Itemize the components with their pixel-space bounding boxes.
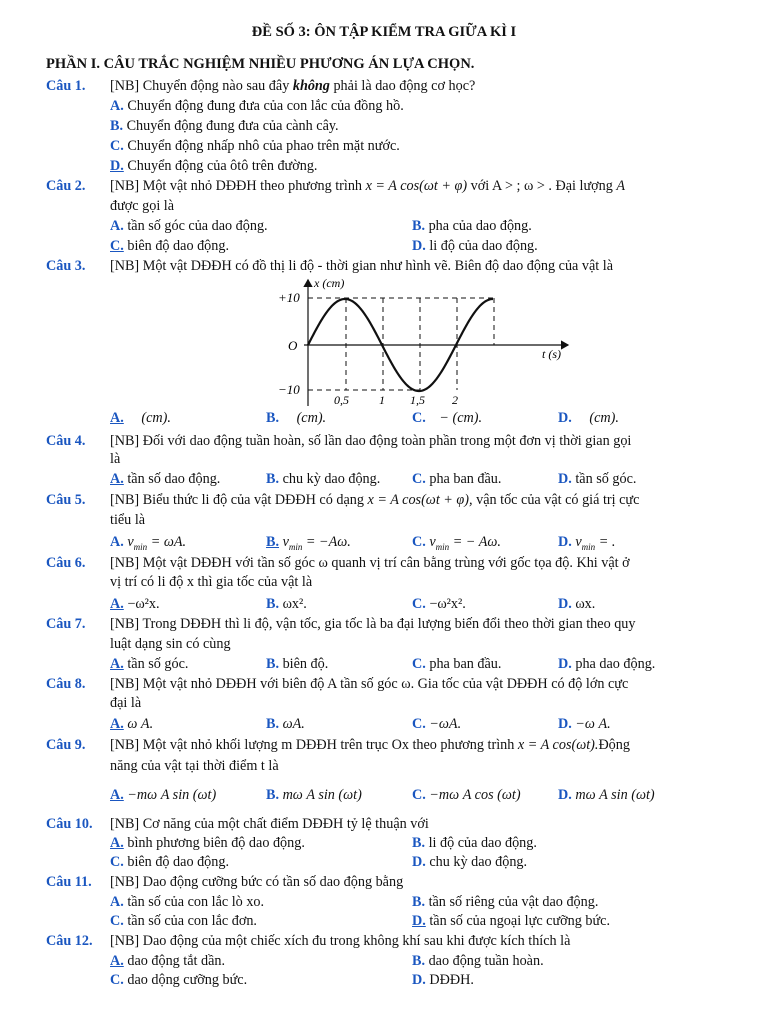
question-text: phải là dao động cơ học? <box>329 78 476 94</box>
option-label: D. <box>412 972 426 988</box>
option-label: A. <box>110 410 124 426</box>
question-text-cont: năng của vật tại thời điểm t là <box>110 758 279 774</box>
question-number: Câu 12. <box>46 933 93 949</box>
question-text-cont: là <box>110 451 121 467</box>
option-c[interactable]: −ωA. <box>429 716 462 732</box>
question-text: [NB] Đối với dao động tuần hoàn, số lần dao động toàn phần trong một đơn vị thời gian gọi <box>110 433 632 449</box>
option-a[interactable]: ω A. <box>127 716 154 732</box>
option-a[interactable]: Chuyển động đung đưa của con lắc của đồng hồ. <box>127 98 404 114</box>
option-b[interactable]: pha của dao động. <box>428 218 532 234</box>
option-b[interactable]: ωA. <box>282 716 305 732</box>
question-12 <box>46 931 746 951</box>
option-label: A. <box>110 534 124 550</box>
question-text: [NB] Chuyển động nào sau đây <box>110 78 293 94</box>
page-title: ĐỀ SỐ 3: ÔN TẬP KIỂM TRA GIỮA KÌ I <box>251 24 517 40</box>
option-row <box>46 156 746 176</box>
option-label: B. <box>412 894 426 910</box>
question-number: Câu 8. <box>46 676 86 692</box>
option-d[interactable]: tần số của ngoại lực cưỡng bức. <box>429 913 611 929</box>
equation: x = A cos(ωt + φ) <box>365 178 468 194</box>
question-1 <box>46 76 746 96</box>
y-tick-bottom: −10 <box>278 382 300 397</box>
question-text-cont: tiểu là <box>110 512 146 528</box>
question-text: [NB] Biểu thức li độ của vật DĐĐH có dạng <box>110 492 364 508</box>
option-d[interactable]: −ω A. <box>575 716 611 732</box>
x-tick: 1,5 <box>410 393 425 407</box>
option-row <box>46 970 746 990</box>
question-4 <box>46 431 746 451</box>
question-10 <box>46 814 746 834</box>
option-a[interactable]: $v_{min} = \omega A$. <box>127 534 187 552</box>
option-a[interactable]: bình phương biên độ dao động. <box>127 835 305 851</box>
option-row <box>46 594 746 614</box>
option-label: C. <box>412 471 426 487</box>
question-5 <box>46 490 746 510</box>
option-label: A. <box>110 218 124 234</box>
option-label: C. <box>412 787 426 803</box>
option-b[interactable]: Chuyển động đung đưa của cành cây. <box>126 118 339 134</box>
variable: A <box>616 178 626 194</box>
option-row <box>46 714 746 734</box>
option-b[interactable]: li độ của dao động. <box>428 835 537 851</box>
option-b[interactable]: tần số riêng của vật dao động. <box>428 894 599 910</box>
option-row <box>46 136 746 156</box>
option-label: D. <box>110 158 124 174</box>
option-b[interactable]: dao động tuần hoàn. <box>428 953 544 969</box>
option-label: C. <box>412 656 426 672</box>
option-label: D. <box>558 656 572 672</box>
option-label: D. <box>558 534 572 550</box>
option-label: D. <box>558 410 572 426</box>
option-row <box>46 116 746 136</box>
condition-text: với A > ; ω > . Đại lượng <box>470 178 613 194</box>
option-row <box>46 892 746 912</box>
option-label: C. <box>412 596 426 612</box>
option-c[interactable]: − (cm). <box>439 410 483 426</box>
option-row <box>46 216 746 236</box>
origin-label: O <box>288 338 298 353</box>
option-label: B. <box>412 835 426 851</box>
question-number: Câu 10. <box>46 816 93 832</box>
option-c[interactable]: $v_{min}$ = − Aω. <box>429 534 501 552</box>
question-text: [NB] Trong DĐĐH thì li độ, vận tốc, gia tốc là ba đại lượng biến đổi theo thời gian theo quy <box>110 616 636 632</box>
question-text: [NB] Một vật DĐĐH có đồ thị li độ - thời gian như hình vẽ. Biên độ dao động của vật là <box>110 258 614 274</box>
question-text: [NB] Một vật nhỏ DĐĐH theo phương trình <box>110 178 363 194</box>
option-c[interactable]: biên độ dao động. <box>127 238 230 254</box>
question-text: [NB] Dao động cưỡng bức có tần số dao động bằng <box>110 874 404 890</box>
option-a[interactable]: tần số góc. <box>127 656 189 672</box>
option-label: C. <box>110 913 124 929</box>
question-text-cont: luật dạng sin có cùng <box>110 636 231 652</box>
option-label: D. <box>412 854 426 870</box>
option-a[interactable]: (cm). <box>141 410 171 426</box>
option-label: B. <box>266 787 280 803</box>
question-number: Câu 1. <box>46 78 86 94</box>
option-label: D. <box>412 913 426 929</box>
option-a[interactable]: tần số của con lắc lò xo. <box>127 894 265 910</box>
y-axis-label: x (cm) <box>314 276 345 290</box>
option-label: A. <box>110 596 124 612</box>
section-heading: PHẦN I. CÂU TRẮC NGHIỆM NHIỀU PHƯƠNG ÁN LỰA CHỌN. <box>46 56 475 72</box>
option-b[interactable]: mω A sin (ωt) <box>282 787 362 803</box>
option-c[interactable]: Chuyển động nhấp nhô của phao trên mặt nước. <box>127 138 400 154</box>
option-label: B. <box>266 471 280 487</box>
option-label: A. <box>110 787 124 803</box>
option-label: D. <box>558 716 572 732</box>
option-d[interactable]: pha dao động. <box>575 656 656 672</box>
option-b[interactable]: chu kỳ dao động. <box>282 471 381 487</box>
x-tick: 2 <box>452 393 458 407</box>
option-row <box>46 236 746 256</box>
option-a[interactable]: −ω²x. <box>127 596 160 612</box>
option-label: A. <box>110 953 124 969</box>
option-row <box>46 785 746 805</box>
option-label: D. <box>412 238 426 254</box>
question-number: Câu 7. <box>46 616 86 632</box>
option-label: B. <box>412 218 426 234</box>
question-8 <box>46 674 746 694</box>
option-d[interactable]: DĐĐH. <box>429 972 474 988</box>
option-d[interactable]: $v_{min}$ = . <box>575 534 616 552</box>
x-axis-label: t (s) <box>542 347 561 361</box>
y-tick-top: +10 <box>278 290 300 305</box>
question-number: Câu 9. <box>46 737 86 753</box>
option-label: B. <box>412 953 426 969</box>
option-row <box>46 408 746 428</box>
option-label: C. <box>110 854 124 870</box>
question-number: Câu 6. <box>46 555 86 571</box>
option-label: D. <box>558 471 572 487</box>
option-label: B. <box>266 716 280 732</box>
option-row <box>46 532 746 552</box>
question-11 <box>46 872 746 892</box>
question-number: Câu 3. <box>46 258 86 274</box>
option-label: A. <box>110 716 124 732</box>
option-label: C. <box>110 238 124 254</box>
option-c[interactable]: dao dộng cưỡng bức. <box>127 972 248 988</box>
question-text: vận tốc của vật có giá trị cực <box>476 492 640 508</box>
option-b[interactable]: ωx². <box>282 596 307 612</box>
question-6 <box>46 553 746 573</box>
option-c[interactable]: −ω²x². <box>429 596 466 612</box>
option-a[interactable]: −mω A sin (ωt) <box>127 787 217 803</box>
question-text: Động <box>598 737 630 753</box>
question-text: [NB] Một vật DĐĐH với tần số góc ω quanh vị trí cân bằng trùng với gốc tọa độ. Khi vật ở <box>110 555 630 571</box>
option-label: C. <box>412 534 426 550</box>
question-number: Câu 2. <box>46 178 86 194</box>
oscillation-graph <box>270 274 580 410</box>
option-c[interactable]: pha ban đầu. <box>429 471 502 487</box>
question-text-cont: vị trí có li độ x thì gia tốc của vật là <box>110 574 313 590</box>
option-d[interactable]: Chuyển động của ôtô trên đường. <box>127 158 318 174</box>
equation: x = A cos(ωt). <box>517 737 599 753</box>
option-d[interactable]: ωx. <box>575 596 596 612</box>
option-d[interactable]: tần số góc. <box>575 471 637 487</box>
option-a[interactable]: tần số góc của dao động. <box>127 218 268 234</box>
question-text: [NB] Một vật nhỏ khối lượng m DĐĐH trên trục Ox theo phương trình <box>110 737 515 753</box>
option-label: A. <box>110 471 124 487</box>
option-row <box>46 654 746 674</box>
option-label: D. <box>558 596 572 612</box>
option-d[interactable]: li độ của dao động. <box>429 238 538 254</box>
question-7 <box>46 614 746 634</box>
option-c[interactable]: biên độ dao động. <box>127 854 230 870</box>
option-label: B. <box>266 534 280 550</box>
question-text-cont: đại là <box>110 695 142 711</box>
option-label: B. <box>110 118 124 134</box>
option-b[interactable]: $v_{min} = -A\omega$. <box>282 534 351 552</box>
equation: x = A cos(ωt + φ), <box>367 492 473 508</box>
emphasis-text: không <box>292 78 330 94</box>
option-label: B. <box>266 656 280 672</box>
option-a[interactable]: tần số dao động. <box>127 471 221 487</box>
option-c[interactable]: pha ban đầu. <box>429 656 502 672</box>
option-c[interactable]: −mω A cos (ωt) <box>429 787 521 803</box>
question-text: [NB] Một vật nhỏ DĐĐH với biên độ A tần số góc ω. Gia tốc của vật DĐĐH có độ lớn cực <box>110 676 629 692</box>
option-row <box>46 469 746 489</box>
option-label: D. <box>558 787 572 803</box>
x-tick: 0,5 <box>334 393 349 407</box>
question-text-cont: được gọi là <box>110 198 175 214</box>
question-text: [NB] Cơ năng của một chất điểm DĐĐH tỷ lệ thuận với <box>110 816 429 832</box>
option-label: C. <box>110 972 124 988</box>
question-2 <box>46 176 746 196</box>
question-number: Câu 5. <box>46 492 86 508</box>
question-9 <box>46 735 746 755</box>
option-b[interactable]: (cm). <box>296 410 327 426</box>
option-label: C. <box>412 410 426 426</box>
option-label: C. <box>110 138 124 154</box>
question-text: [NB] Dao động của một chiếc xích đu trong không khí sau khi được kích thích là <box>110 933 571 949</box>
option-d[interactable]: chu kỳ dao động. <box>429 854 528 870</box>
option-label: A. <box>110 894 124 910</box>
option-label: A. <box>110 656 124 672</box>
option-row <box>46 951 746 971</box>
question-number: Câu 4. <box>46 433 86 449</box>
option-label: A. <box>110 98 124 114</box>
x-tick: 1 <box>379 393 385 407</box>
question-3 <box>46 256 746 276</box>
option-c[interactable]: tần số của con lắc đơn. <box>127 913 257 929</box>
option-row <box>46 833 746 853</box>
option-label: A. <box>110 835 124 851</box>
option-label: B. <box>266 596 280 612</box>
option-d[interactable]: mω A sin (ωt) <box>575 787 655 803</box>
option-b[interactable]: biên độ. <box>282 656 329 672</box>
option-row <box>46 96 746 116</box>
option-row <box>46 911 746 931</box>
option-row <box>46 852 746 872</box>
option-label: C. <box>412 716 426 732</box>
option-label: B. <box>266 410 280 426</box>
question-number: Câu 11. <box>46 874 92 890</box>
option-a[interactable]: dao động tắt dần. <box>127 953 226 969</box>
option-d[interactable]: (cm). <box>589 410 619 426</box>
